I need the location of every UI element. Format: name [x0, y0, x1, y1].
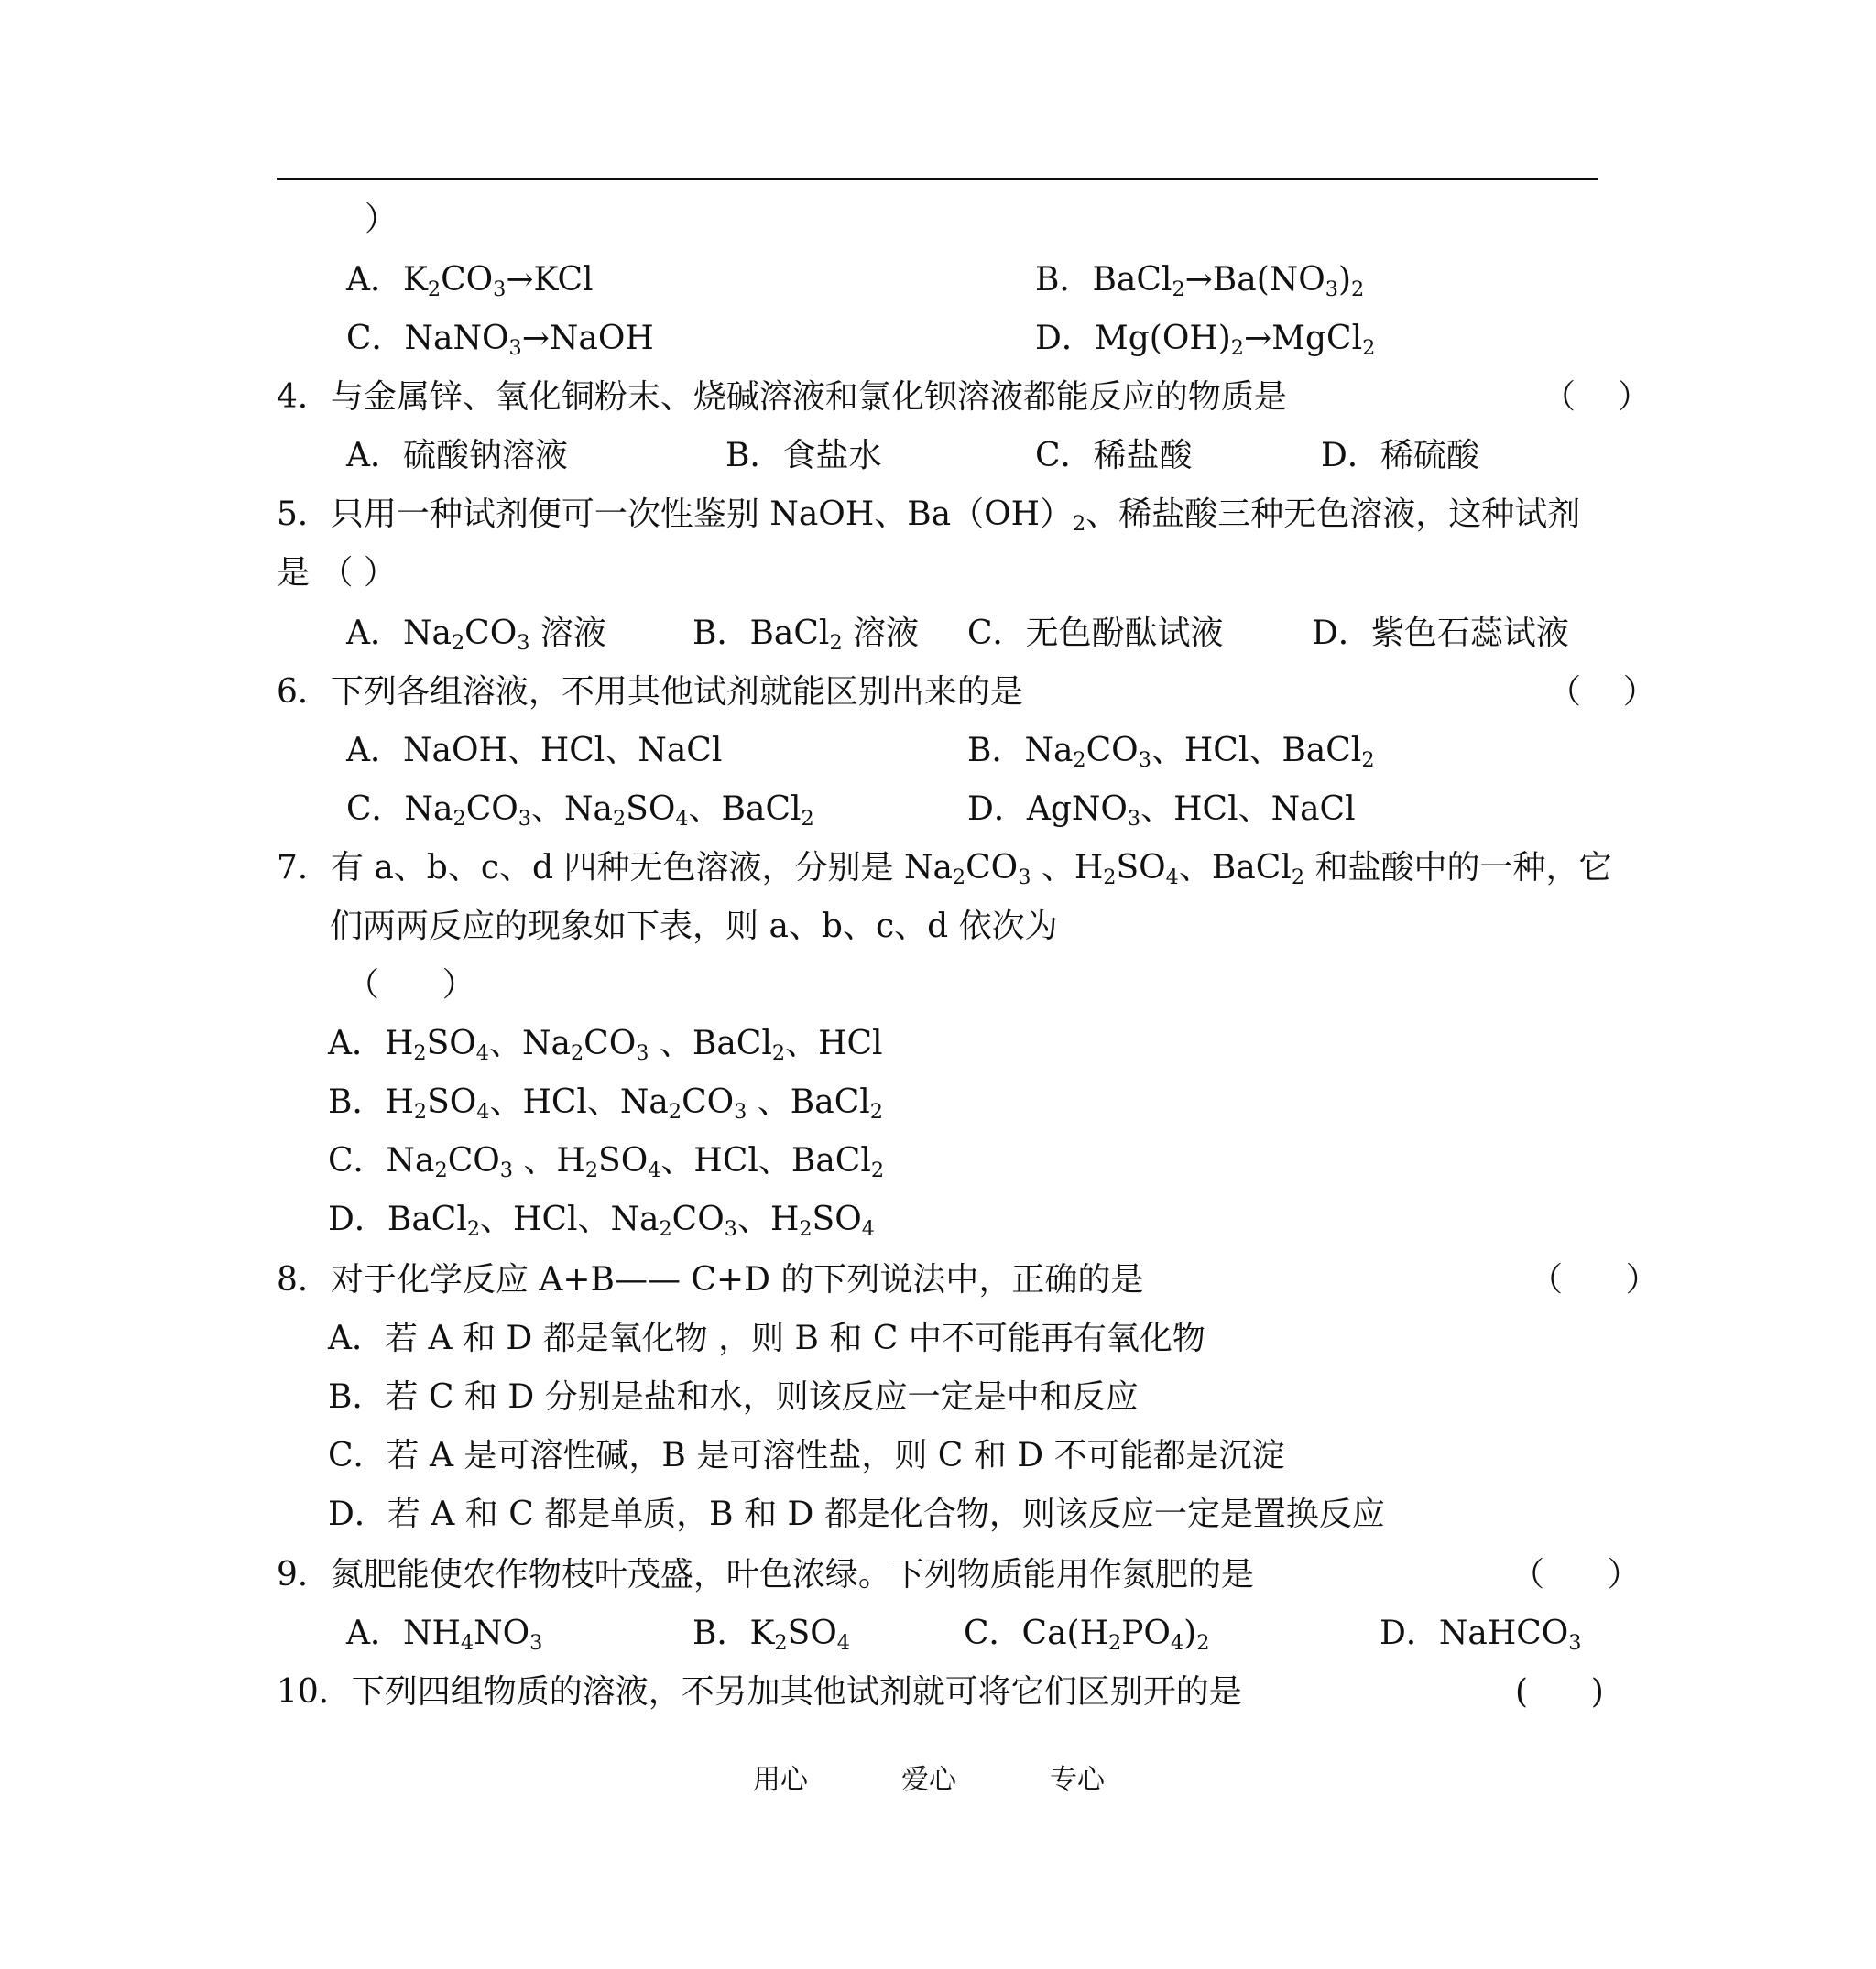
q5-option-d: D．紫色石蕊试液 [1312, 615, 1569, 652]
q3-option-c: C．NaNO$_3$→NaOH [346, 320, 654, 361]
q9-option-b: B．$K_2SO_4$ [693, 1615, 850, 1656]
q6-stem: 6．下列各组溶液，不用其他试剂就能区别出来的是 [277, 673, 1023, 711]
q10-stem: 10．下列四组物质的溶液，不另加其他试剂就可将它们区别开的是 [277, 1673, 1242, 1711]
q5-stem-line-1: 5．只用一种试剂便可一次性鉴别 NaOH、$Ba(OH)_2$、稀盐酸三种无色溶液，这种试剂 [277, 495, 1581, 537]
q7-option-c: C．$Na_2CO_3$ 、$H_2SO_4$、HCl、BaCl$_2$ [328, 1142, 885, 1183]
footer-word-3: 专心 [1050, 1764, 1105, 1796]
q6-option-d: D．AgNO$_3$、HCl、NaCl [967, 790, 1356, 832]
q8-option-c: C．若 A 是可溶性碱，B 是可溶性盐，则 C 和 D 不可能都是沉淀 [328, 1437, 1285, 1474]
q4-stem: 4．与金属锌、氧化铜粉末、烧碱溶液和氯化钡溶液都能反应的物质是 [277, 378, 1287, 416]
q9-option-a: A．$NH_4NO_3$ [346, 1615, 543, 1656]
q7-stem-line-2: 们两两反应的现象如下表，则 a、b、c、d 依次为 [330, 908, 1058, 945]
q5-option-c: C．无色酚酞试液 [967, 615, 1224, 652]
q5-option-b: B．BaCl$_2$ 溶液 [693, 615, 920, 656]
q4-option-d: D．稀硫酸 [1321, 437, 1479, 474]
q7-option-a: A．$H_2SO_4$、$Na_2CO_3$ 、BaCl$_2$、HCl [328, 1025, 883, 1066]
q7-stem-line-1: 7．有 a、b、c、d 四种无色溶液，分别是 $Na_2CO_3$ 、$H_2SO_4$、BaCl$_2$ 和盐酸中的一种，它 [277, 849, 1612, 890]
q7-option-b: B．$H_2SO_4$、HCl、$Na_2CO_3$ 、BaCl$_2$ [328, 1083, 883, 1125]
q3-option-d: D．$Mg(OH)_2\to MgCl_2$ [1035, 320, 1376, 361]
footer-word-1: 用心 [753, 1764, 808, 1796]
q6-option-a: A．NaOH、HCl、NaCl [346, 732, 723, 769]
q5-option-a: A．$Na_2CO_3$ 溶液 [346, 615, 606, 656]
q8-option-b: B．若 C 和 D 分别是盐和水，则该反应一定是中和反应 [328, 1378, 1139, 1416]
q8-option-a: A．若 A 和 D 都是氧化物 ，则 B 和 C 中不可能再有氧化物 [328, 1320, 1205, 1357]
q4-option-a: A．硫酸钠溶液 [346, 437, 568, 474]
q9-option-d: D．NaHCO$_3$ [1380, 1615, 1582, 1656]
q8-stem: 8．对于化学反应 A+B—— C+D 的下列说法中，正确的是 [277, 1261, 1144, 1299]
q4-option-b: B．食盐水 [725, 437, 882, 474]
footer-word-2: 爱心 [901, 1764, 956, 1796]
q3-option-b: B．$BaCl_2\to Ba(NO_3)_2$ [1035, 261, 1365, 302]
q8-answer-bracket: （ ） [1530, 1261, 1659, 1299]
q7-answer-bracket: （ ） [346, 966, 475, 1004]
q9-answer-bracket: （ ） [1511, 1556, 1641, 1594]
q9-option-c: C．$Ca(H_2PO_4)_2$ [964, 1615, 1210, 1656]
header-rule [277, 178, 1598, 180]
q6-option-c: C．$Na_2CO_3$、$Na_2SO_4$、BaCl$_2$ [346, 790, 814, 832]
q4-answer-bracket: （ ） [1543, 378, 1651, 416]
q5-stem-line-2: 是 （ ） [277, 554, 397, 592]
q6-option-b: B．$Na_2CO_3$、HCl、BaCl$_2$ [967, 732, 1375, 773]
q7-option-d: D．BaCl$_2$、HCl、$Na_2CO_3$、$H_2SO_4$ [328, 1201, 875, 1242]
q3-tail: ） [365, 201, 398, 238]
q6-answer-bracket: （ ） [1548, 673, 1656, 711]
q3-option-a: A．$K_2CO_3\to KCl$ [346, 261, 594, 302]
q9-stem: 9．氮肥能使农作物枝叶茂盛，叶色浓绿。下列物质能用作氮肥的是 [277, 1556, 1254, 1594]
q4-option-c: C．稀盐酸 [1035, 437, 1193, 474]
q8-option-d: D．若 A 和 C 都是单质，B 和 D 都是化合物，则该反应一定是置换反应 [328, 1496, 1385, 1533]
q10-answer-bracket: ( ) [1515, 1673, 1604, 1711]
